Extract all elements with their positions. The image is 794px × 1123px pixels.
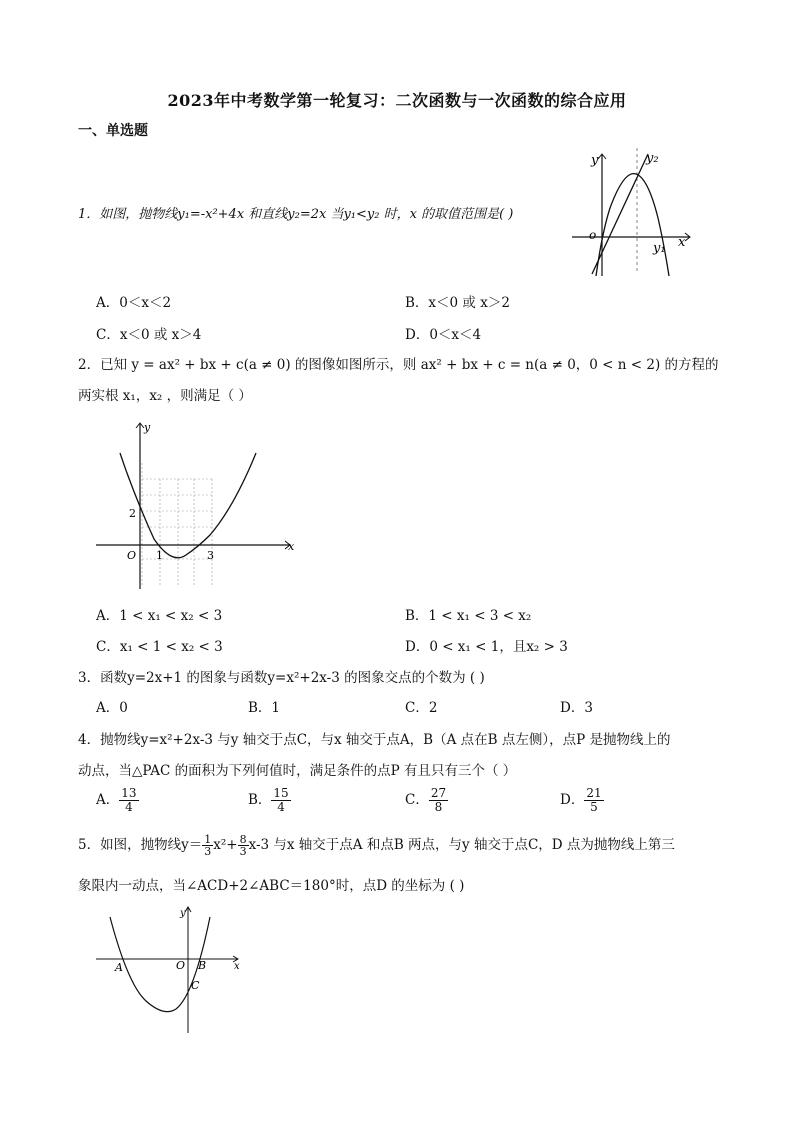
q3-option-d: D．3 xyxy=(560,700,593,716)
q2-tick-2: 2 xyxy=(129,507,136,520)
q5-text-line2: 象限内一动点，当∠ACD+2∠ABC＝180°时，点D 的坐标为 ( ) xyxy=(78,878,465,894)
q2-label-x: x xyxy=(288,540,295,553)
q5-label-a: A xyxy=(115,961,123,974)
q2-option-c: C．x₁ < 1 < x₂ < 3 xyxy=(96,639,223,655)
q3-option-b: B．1 xyxy=(248,700,281,716)
q1-label-y2: y₂ xyxy=(646,151,659,166)
q2-option-a: A．1 < x₁ < x₂ < 3 xyxy=(96,608,223,624)
q2-tick-1: 1 xyxy=(156,549,163,562)
q2-label-y: y xyxy=(144,421,151,434)
page-title: 2023年中考数学第一轮复习：二次函数与一次函数的综合应用 xyxy=(167,91,627,110)
q4-text-line1: 4．抛物线y=x²+2x-3 与y 轴交于点C，与x 轴交于点A，B（A 点在B 点左侧），点P 是抛物线上的 xyxy=(78,732,671,748)
q1-option-a: A．0＜x＜2 xyxy=(96,295,172,311)
q5-label-y: y xyxy=(180,908,186,919)
q5-label-c: C xyxy=(191,979,200,992)
q1-label-y: y xyxy=(591,153,599,168)
q5-parabola xyxy=(110,917,210,1012)
q2-grid xyxy=(142,463,212,587)
q4-option-a: A． $\frac{13}{4}$ xyxy=(96,786,137,814)
q4-option-d: D． $\frac{21}{5}$ xyxy=(560,786,602,814)
q2-option-b: B．1 < x₁ < 3 < x₂ xyxy=(405,608,532,624)
q4-option-c: C． $\frac{27}{8}$ xyxy=(405,786,447,814)
q2-text-line2: 两实根 x₁，x₂ ，则满足（ ） xyxy=(78,388,252,404)
q4-option-b: B． $\frac{15}{4}$ xyxy=(248,786,289,814)
q5-label-o: O xyxy=(176,959,186,972)
q5-label-x: x xyxy=(234,961,240,972)
q2-label-o: O xyxy=(127,549,137,562)
q3-text: 3．函数y=2x+1 的图象与函数y=x²+2x-3 的图象交点的个数为 ( ) xyxy=(78,670,485,686)
q1-label-x: x xyxy=(678,235,686,250)
q5-text-line1: 5．如图，抛物线y＝ $\frac{1}{3}$ x²+ $\frac{8}{3}$ x-3 与x 轴交于点A 和点B 两点，与y 轴交于点C，D 点为抛物线上第三 xyxy=(78,833,675,858)
q4-text-line2: 动点，当△PAC 的面积为下列何值时，满足条件的点P 有且只有三个（ ） xyxy=(78,763,517,779)
q2-text-line1: 2．已知 y = ax² + bx + c(a ≠ 0) 的图像如图所示，则 ax² + bx + c = n(a ≠ 0，0 < n < 2) 的方程的 xyxy=(78,357,719,373)
q1-label-o: o xyxy=(589,228,597,242)
q2-option-d: D．0 < x₁ < 1，且x₂ > 3 xyxy=(405,639,568,655)
q1-option-b: B．x＜0 或 x＞2 xyxy=(405,295,510,311)
q5-figure xyxy=(94,903,244,1038)
q2-figure xyxy=(94,417,304,592)
section-heading: 一、单选题 xyxy=(78,123,148,139)
q1-option-c: C．x＜0 或 x＞4 xyxy=(96,327,202,343)
q5-label-b: B xyxy=(198,959,207,972)
q1-line xyxy=(592,154,648,274)
q3-option-a: A．0 xyxy=(96,700,128,716)
q1-parabola xyxy=(596,174,669,276)
q2-tick-3: 3 xyxy=(207,549,214,562)
q1-label-y1: y₁ xyxy=(653,241,666,256)
q1-option-d: D．0＜x＜4 xyxy=(405,327,482,343)
q1-figure xyxy=(566,148,696,278)
q1-text: 1．如图，抛物线y₁=-x²+4x 和直线y₂=2x 当y₁<y₂ 时，x 的取值范围是( ) xyxy=(78,207,514,222)
q3-option-c: C．2 xyxy=(405,700,438,716)
